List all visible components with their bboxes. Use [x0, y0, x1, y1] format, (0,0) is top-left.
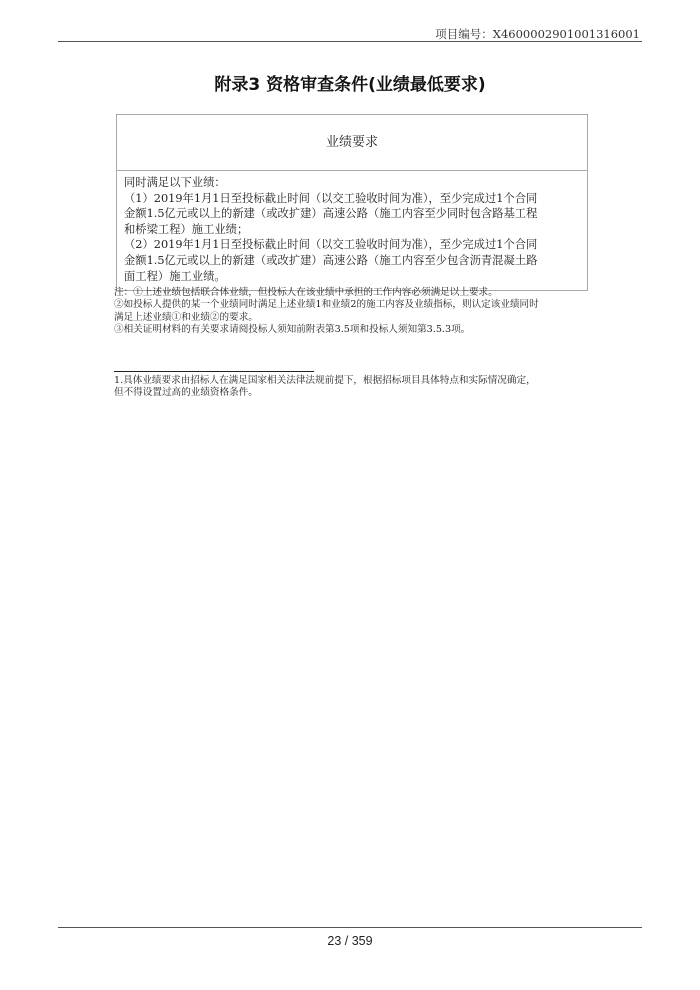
requirement-line: （2）2019年1月1日至投标截止时间（以交工验收时间为准），至少完成过1个合同: [124, 238, 538, 252]
requirement-line: 金额1.5亿元或以上的新建（或改扩建）高速公路（施工内容至少包含沥青混凝土路: [124, 253, 538, 267]
note-line: 注：①上述业绩包括联合体业绩，但投标人在该业绩中承担的工作内容必须满足以上要求。: [114, 287, 498, 298]
note-line: ②如投标人提供的某一个业绩同时满足上述业绩1和业绩2的施工内容及业绩指标，则认定该业绩同时: [114, 299, 539, 311]
footnote: [114, 375, 536, 400]
header-divider: [58, 41, 642, 42]
footnote-line: 1.具体业绩要求由招标人在满足国家相关法律法规前提下，根据招标项目具体特点和实际情况确定，: [114, 375, 536, 386]
requirement-line: 金额1.5亿元或以上的新建（或改扩建）高速公路（施工内容至少同时包含路基工程: [124, 207, 538, 221]
note-line: 满足上述业绩①和业绩②的要求。: [114, 311, 258, 323]
requirements-table: [116, 114, 588, 291]
footnote-line: 但不得设置过高的业绩资格条件。: [114, 387, 258, 399]
page-title: 附录3 资格审查条件(业绩最低要求): [214, 75, 486, 95]
note-line: ③相关证明材料的有关要求请阅投标人须知前附表第3.5项和投标人须知第3.5.3项。: [114, 324, 471, 336]
footnote-divider: [114, 371, 314, 372]
requirement-line: 和桥梁工程）施工业绩；: [124, 222, 249, 236]
notes: [114, 287, 539, 337]
requirement-line: 面工程）施工业绩。: [124, 269, 226, 283]
requirements-body: [117, 171, 587, 290]
footer-divider: [58, 927, 642, 928]
project-id: 项目编号：X4600002901001316001: [435, 27, 640, 41]
page-number: 23 / 359: [327, 934, 373, 948]
requirement-line: 同时满足以下业绩：: [124, 176, 226, 189]
requirements-heading: 业绩要求: [117, 115, 587, 171]
requirement-line: （1）2019年1月1日至投标截止时间（以交工验收时间为准），至少完成过1个合同: [124, 191, 538, 205]
